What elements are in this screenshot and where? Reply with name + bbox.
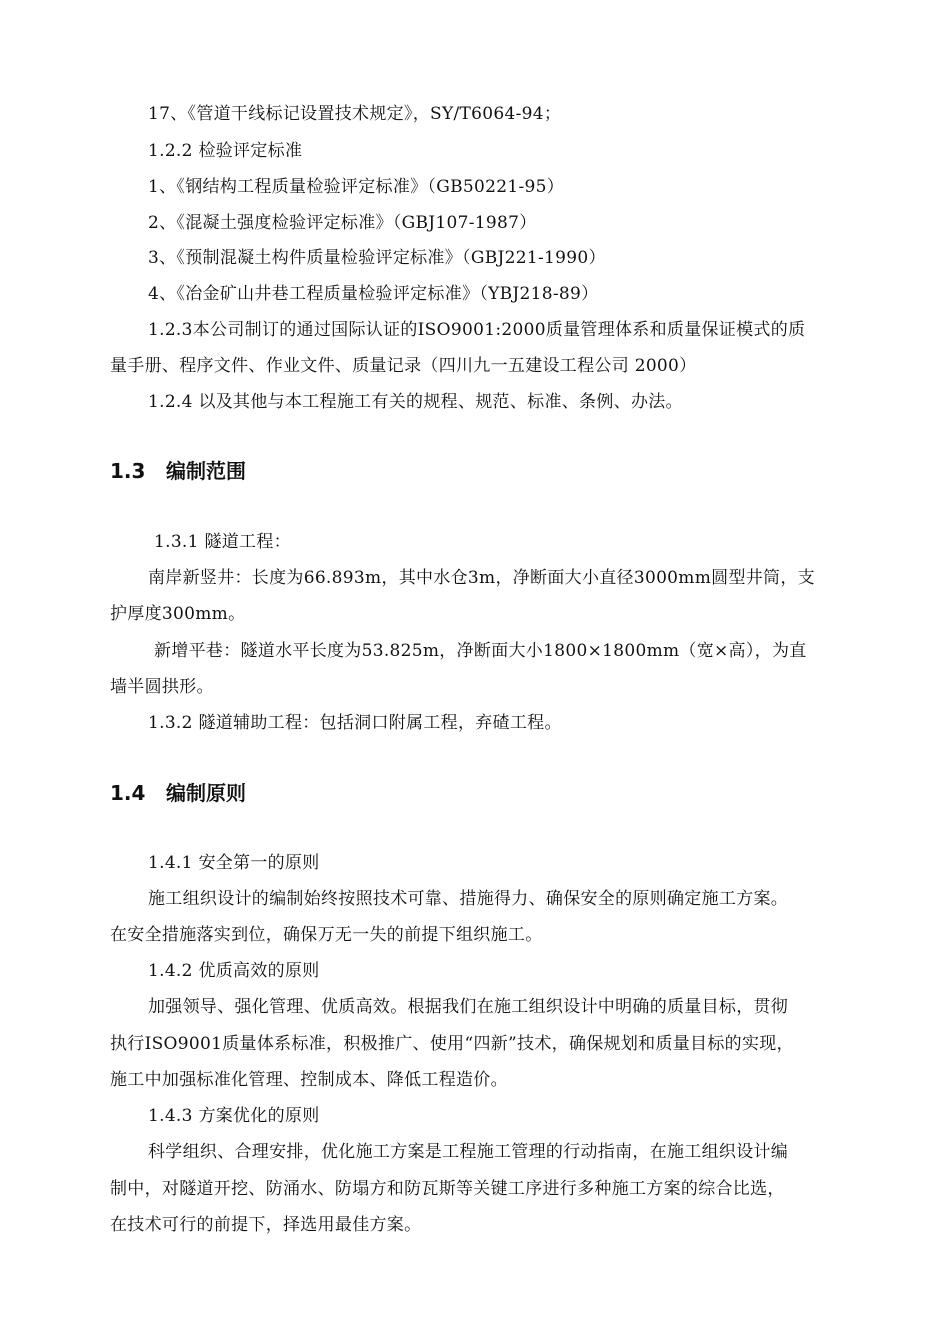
standard-item-17: 17、《管道干线标记设置技术规定》，SY/T6064-94； — [148, 104, 562, 124]
optimization-paragraph-line-1: 科学组织、合理安排，优化施工方案是工程施工管理的行动指南，在施工组织设计编 — [148, 1142, 789, 1162]
section-1-3-heading — [110, 458, 246, 484]
section-title: 编制原则 — [166, 781, 246, 805]
standard-item-1: 1、《钢结构工程质量检验评定标准》（GB50221-95） — [148, 177, 565, 197]
quality-paragraph-line-3: 施工中加强标准化管理、控制成本、降低工程造价。 — [110, 1070, 508, 1090]
safety-paragraph-line-2: 在安全措施落实到位，确保万无一失的前提下组织施工。 — [110, 925, 543, 945]
quality-paragraph-line-2: 执行ISO9001质量体系标准，积极推广、使用“四新”技术，确保规划和质量目标的实现， — [110, 1034, 794, 1054]
new-roadway-line-1: 新增平巷：隧道水平长度为53.825m，净断面大小1800×1800mm（宽×高），为直 — [154, 641, 807, 661]
optimization-paragraph-line-2: 制中，对隧道开挖、防涌水、防塌方和防瓦斯等关键工序进行多种施工方案的综合比选， — [110, 1179, 785, 1199]
subsection-1-3-1-heading: 1.3.1 隧道工程： — [154, 532, 291, 552]
section-title: 编制范围 — [166, 459, 246, 483]
paragraph-1-2-3-line-2: 量手册、程序文件、作业文件、质量记录（四川九一五建设工程公司 2000） — [110, 356, 697, 376]
standard-item-4: 4、《冶金矿山井巷工程质量检验评定标准》（YBJ218-89） — [148, 284, 599, 304]
subsection-1-4-1-heading: 1.4.1 安全第一的原则 — [148, 853, 320, 873]
section-1-4-heading — [110, 780, 246, 806]
paragraph-1-2-3-line-1: 1.2.3本公司制订的通过国际认证的ISO9001:2000质量管理体系和质量保证模式的质 — [148, 320, 806, 340]
quality-paragraph-line-1: 加强领导、强化管理、优质高效。根据我们在施工组织设计中明确的质量目标，贯彻 — [148, 997, 789, 1017]
subsection-1-2-2-heading: 1.2.2 检验评定标准 — [148, 141, 303, 161]
standard-item-3: 3、《预制混凝土构件质量检验评定标准》（GBJ221-1990） — [148, 248, 606, 268]
south-shaft-line-2: 护厚度300mm。 — [110, 604, 246, 624]
safety-paragraph-line-1: 施工组织设计的编制始终按照技术可靠、措施得力、确保安全的原则确定施工方案。 — [148, 889, 789, 909]
optimization-paragraph-line-3: 在技术可行的前提下，择选用最佳方案。 — [110, 1215, 422, 1235]
section-number: 1.4 — [110, 781, 146, 805]
subsection-1-3-2: 1.3.2 隧道辅助工程：包括洞口附属工程，弃碴工程。 — [148, 713, 562, 733]
section-number: 1.3 — [110, 459, 146, 483]
new-roadway-line-2: 墙半圆拱形。 — [110, 677, 214, 697]
standard-item-2: 2、《混凝土强度检验评定标准》（GBJ107-1987） — [148, 213, 537, 233]
subsection-1-4-2-heading: 1.4.2 优质高效的原则 — [148, 961, 320, 981]
paragraph-1-2-4: 1.2.4 以及其他与本工程施工有关的规程、规范、标准、条例、办法。 — [148, 392, 683, 412]
south-shaft-line-1: 南岸新竖井：长度为66.893m，其中水仓3m，净断面大小直径3000mm圆型井筒，支 — [148, 568, 815, 588]
subsection-1-4-3-heading: 1.4.3 方案优化的原则 — [148, 1106, 320, 1126]
